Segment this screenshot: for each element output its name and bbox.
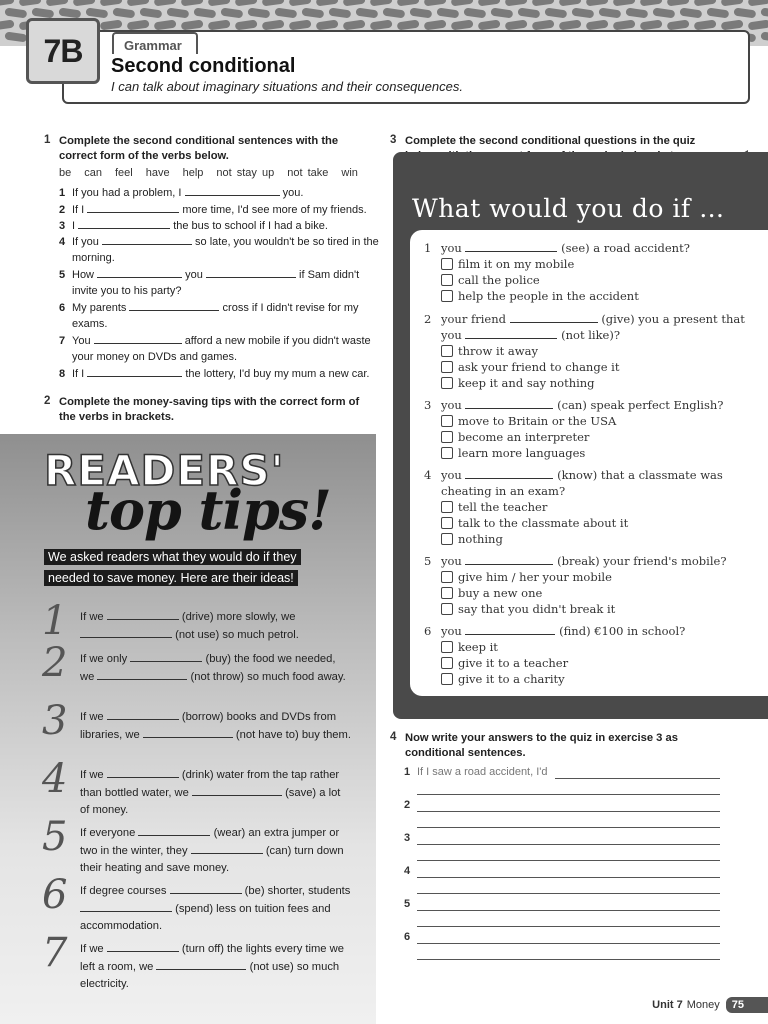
quiz-option[interactable]	[424, 655, 754, 671]
blank-field[interactable]	[465, 398, 553, 409]
answer-line[interactable]	[417, 893, 720, 894]
item-number: 5	[59, 269, 66, 281]
top-tips-heading: top tips!	[85, 478, 331, 542]
answer-line[interactable]	[417, 794, 720, 795]
quiz-option[interactable]	[424, 585, 754, 601]
quiz-option[interactable]	[424, 343, 754, 359]
checkbox[interactable]	[441, 587, 453, 599]
sentence-text: you	[441, 554, 462, 568]
section-tag: Grammar	[112, 32, 198, 54]
quiz-option[interactable]	[424, 375, 754, 391]
option-label: become an interpreter	[458, 430, 590, 444]
answer-number: 3	[404, 832, 411, 844]
quiz-question	[424, 311, 754, 391]
tip-number: 6	[42, 872, 68, 918]
quiz-option[interactable]	[424, 413, 754, 429]
item-number: 4	[59, 236, 66, 248]
sentence-text: (be) shorter, students	[244, 885, 351, 897]
checkbox[interactable]	[441, 517, 453, 529]
answer-line[interactable]	[417, 877, 720, 878]
sentence-text: If everyone	[80, 827, 136, 839]
tip-item	[80, 609, 352, 644]
item-text	[59, 366, 379, 382]
blank-field[interactable]	[102, 234, 192, 245]
exercise-number: 4	[390, 731, 397, 743]
sentence-text: If we	[80, 711, 104, 723]
blank-field[interactable]	[206, 267, 296, 278]
sentence-text: My parents	[72, 302, 127, 314]
sentence-text: cross if I didn't revise for my exams.	[72, 302, 359, 331]
tip-item	[80, 883, 352, 936]
quiz-option[interactable]	[424, 359, 754, 375]
blank-field[interactable]	[97, 669, 187, 680]
sentence-text: afford a new mobile if you didn't waste your money on DVDs and games.	[72, 335, 371, 364]
tip-number: 1	[42, 598, 68, 644]
tip-item	[80, 709, 352, 744]
quiz-question	[424, 623, 754, 687]
item-text	[59, 300, 379, 333]
checkbox[interactable]	[441, 657, 453, 669]
sentence-text: (buy) the food we needed, we	[80, 653, 336, 683]
blank-field[interactable]	[465, 624, 555, 635]
option-label: keep it	[458, 640, 498, 654]
exercise-number: 3	[390, 134, 397, 146]
checkbox[interactable]	[441, 641, 453, 653]
sentence-text: (not use) so much electricity.	[80, 960, 340, 990]
option-label: talk to the classmate about it	[458, 516, 629, 530]
sentence-text: if Sam didn't invite you to his party?	[72, 269, 360, 298]
option-label: throw it away	[458, 344, 538, 358]
quiz-option[interactable]	[424, 601, 754, 617]
checkbox[interactable]	[441, 274, 453, 286]
tip-number: 7	[42, 930, 68, 976]
sentence-text: (find) €100 in school?	[559, 624, 686, 638]
question-text	[424, 467, 754, 499]
answer-number: 1	[404, 766, 411, 778]
sentence-text: you	[441, 468, 462, 482]
option-label: move to Britain or the USA	[458, 414, 617, 428]
question-number: 6	[424, 624, 432, 638]
blank-field[interactable]	[87, 366, 182, 377]
exercise-instruction: Now write your answers to the quiz in exercise 3 as conditional sentences.	[405, 732, 678, 759]
item-number: 3	[59, 220, 66, 232]
checkbox[interactable]	[441, 603, 453, 615]
blank-field[interactable]	[185, 185, 280, 196]
sentence-text: (see) a road accident?	[561, 241, 690, 255]
sentence-text: you	[441, 241, 462, 255]
checkbox[interactable]	[441, 290, 453, 302]
answer-line[interactable]	[417, 860, 720, 861]
exercise-instruction: Complete the money-saving tips with the correct form of the verbs in brackets.	[59, 396, 360, 423]
question-number: 2	[424, 312, 432, 326]
option-label: keep it and say nothing	[458, 376, 595, 390]
option-label: learn more languages	[458, 446, 586, 460]
item-number: 6	[59, 302, 66, 314]
option-label: give it to a charity	[458, 672, 565, 686]
sentence-text: (drive) more slowly, we	[181, 611, 296, 623]
sentence-text: If degree courses	[80, 885, 167, 897]
sentence-text: If we	[80, 611, 104, 623]
sentence-text: you.	[282, 187, 304, 199]
sentence-text: the lottery, I'd buy my mum a new car.	[185, 368, 370, 380]
verb-item: be	[59, 167, 72, 179]
sentence-text: so late, you wouldn't be so tired in the morning.	[72, 236, 379, 265]
exercise-1-item	[59, 185, 379, 201]
page-title: Second conditional	[111, 55, 296, 77]
blank-field[interactable]	[78, 218, 170, 229]
example-answer: If I saw a road accident, I'd	[417, 766, 548, 778]
blank-field[interactable]	[107, 941, 179, 952]
quiz-question	[424, 467, 754, 547]
sentence-text: (can) turn down their heating and save money.	[80, 844, 344, 874]
question-number: 1	[424, 241, 432, 255]
sentence-text: If we	[80, 943, 104, 955]
blank-field[interactable]	[191, 843, 263, 854]
quiz-option[interactable]	[424, 639, 754, 655]
tip-item	[80, 941, 352, 994]
question-text	[424, 311, 754, 343]
checkbox[interactable]	[441, 501, 453, 513]
answer-line[interactable]	[417, 959, 720, 960]
exercise-1-item	[59, 333, 379, 366]
checkbox[interactable]	[441, 361, 453, 373]
quiz-option[interactable]	[424, 671, 754, 687]
blank-field[interactable]	[80, 627, 172, 638]
checkbox[interactable]	[441, 447, 453, 459]
tip-number: 4	[42, 756, 68, 802]
quiz-option[interactable]	[424, 569, 754, 585]
sentence-text: (drink) water from the tap rather than bottled water, we	[80, 769, 340, 799]
footer-topic: Money	[686, 999, 720, 1011]
tip-number: 3	[42, 698, 68, 744]
footer-unit: Unit 7	[652, 999, 683, 1011]
blank-field[interactable]	[510, 312, 598, 323]
quiz-option[interactable]	[424, 288, 754, 304]
exercise-1-item	[59, 202, 379, 218]
exercise-1-item	[59, 234, 379, 267]
sentence-text: (not use) so much petrol.	[175, 628, 299, 641]
verb-item: win	[341, 167, 358, 179]
checkbox[interactable]	[441, 377, 453, 389]
option-label: ask your friend to change it	[458, 360, 620, 374]
sentence-text: If you	[72, 236, 99, 248]
verb-list	[59, 167, 371, 179]
checkbox[interactable]	[441, 571, 453, 583]
checkbox[interactable]	[441, 431, 453, 443]
checkbox[interactable]	[441, 533, 453, 545]
quiz-title: What would you do if …	[412, 194, 725, 223]
answer-number: 5	[404, 898, 411, 910]
verb-item: help	[182, 167, 204, 179]
sentence-text: If I	[72, 368, 85, 380]
sentence-text: You	[72, 335, 91, 347]
item-number: 8	[59, 368, 66, 380]
quiz-option[interactable]	[424, 272, 754, 288]
tip-number: 5	[42, 814, 68, 860]
sentence-text: your friend	[441, 312, 506, 326]
sentence-text: (give) you a present that you	[441, 312, 745, 342]
quiz-option[interactable]	[424, 445, 754, 461]
blank-field[interactable]	[129, 300, 219, 311]
exercise-1-item	[59, 267, 379, 300]
blank-field[interactable]	[156, 959, 246, 970]
answer-line[interactable]	[417, 844, 720, 845]
blank-field[interactable]	[465, 468, 553, 479]
answer-number: 6	[404, 931, 411, 943]
item-text	[59, 185, 379, 201]
answer-line[interactable]	[417, 910, 720, 911]
answer-line[interactable]	[417, 943, 720, 944]
blank-field[interactable]	[80, 901, 172, 912]
question-text	[424, 240, 754, 256]
tips-intro-line: needed to save money. Here are their ideas!	[44, 570, 298, 586]
sentence-text: you	[185, 269, 203, 281]
quiz-option[interactable]	[424, 515, 754, 531]
question-text	[424, 623, 754, 639]
checkbox[interactable]	[441, 415, 453, 427]
answer-line[interactable]	[417, 811, 720, 812]
sentence-text: (know) that a classmate was cheating in an exam?	[441, 468, 723, 498]
sentence-text: (save) a lot of money.	[80, 786, 341, 816]
item-number: 7	[59, 335, 66, 347]
item-text	[59, 218, 379, 234]
exercise-1-item	[59, 300, 379, 333]
sentence-text: How	[72, 269, 95, 281]
exercise-instruction: Complete the second conditional questions in the quiz	[405, 135, 696, 147]
sentence-text: (not throw) so much food away.	[190, 670, 346, 683]
tips-intro-line: We asked readers what they would do if they	[44, 549, 301, 565]
quiz-question	[424, 397, 754, 461]
sentence-text: (break) your friend's mobile?	[557, 554, 727, 568]
page-number: 75	[726, 997, 768, 1013]
page-subtitle: I can talk about imaginary situations and their consequences.	[111, 79, 463, 94]
blank-field[interactable]	[143, 727, 233, 738]
answer-number: 4	[404, 865, 411, 877]
verb-item: not take	[287, 167, 329, 179]
sentence-text: you	[441, 398, 462, 412]
quiz-option[interactable]	[424, 531, 754, 547]
blank-field[interactable]	[465, 328, 557, 339]
blank-field[interactable]	[87, 202, 179, 213]
question-number: 3	[424, 398, 432, 412]
sentence-text: I	[72, 220, 76, 232]
tip-item	[80, 767, 352, 820]
item-text	[59, 234, 379, 267]
exercise-1-item	[59, 366, 379, 382]
verb-item: have	[145, 167, 170, 179]
option-label: buy a new one	[458, 586, 543, 600]
item-text	[59, 267, 379, 300]
verb-item: can	[84, 167, 102, 179]
item-number: 2	[59, 204, 66, 216]
sentence-text: more time, I'd see more of my friends.	[182, 204, 367, 216]
exercise-1-item	[59, 218, 379, 234]
sentence-text: (turn off) the lights every time we left a room, we	[80, 943, 344, 973]
option-label: tell the teacher	[458, 500, 548, 514]
quiz-option[interactable]	[424, 429, 754, 445]
answer-line[interactable]	[417, 827, 720, 828]
question-text	[424, 553, 754, 569]
item-text	[59, 202, 379, 218]
question-text	[424, 397, 754, 413]
question-number: 5	[424, 554, 432, 568]
option-label: help the people in the accident	[458, 289, 639, 303]
sentence-text: you	[441, 624, 462, 638]
checkbox[interactable]	[441, 345, 453, 357]
tip-item	[80, 651, 352, 686]
exercise-number: 1	[44, 134, 51, 146]
blank-field[interactable]	[138, 825, 210, 836]
verb-item: feel	[115, 167, 133, 179]
blank-field[interactable]	[465, 554, 553, 565]
sentence-text: (not like)?	[561, 328, 621, 342]
quiz-question	[424, 240, 754, 304]
unit-badge: 7B	[26, 18, 100, 84]
sentence-text: If we	[80, 769, 104, 781]
question-number: 4	[424, 468, 432, 482]
tip-item	[80, 825, 352, 878]
option-label: film it on my mobile	[458, 257, 575, 271]
verb-item: not stay up	[216, 167, 275, 179]
option-label: give him / her your mobile	[458, 570, 612, 584]
blank-field[interactable]	[192, 785, 282, 796]
tip-number: 2	[42, 640, 68, 686]
blank-field[interactable]	[130, 651, 202, 662]
blank-field[interactable]	[97, 267, 182, 278]
readers-heading: READERS'	[44, 446, 285, 495]
item-number: 1	[59, 187, 66, 199]
page-footer	[652, 996, 768, 1014]
blank-field[interactable]	[107, 609, 179, 620]
answer-line[interactable]	[417, 926, 720, 927]
blank-field[interactable]	[94, 333, 182, 344]
sentence-text: (borrow) books and DVDs from libraries, we	[80, 711, 337, 741]
option-label: give it to a teacher	[458, 656, 569, 670]
checkbox[interactable]	[441, 673, 453, 685]
blank-field[interactable]	[107, 767, 179, 778]
option-label: call the police	[458, 273, 540, 287]
blank-field[interactable]	[170, 883, 242, 894]
item-text	[59, 333, 379, 366]
sentence-text: (not have to) buy them.	[235, 728, 351, 741]
sentence-text: If you had a problem, I	[72, 187, 182, 199]
blank-field[interactable]	[107, 709, 179, 720]
sentence-text: (can) speak perfect English?	[557, 398, 724, 412]
sentence-text: the bus to school if I had a bike.	[173, 220, 328, 232]
sentence-text: (wear) an extra jumper or two in the winter, they	[80, 827, 340, 857]
answer-number: 2	[404, 799, 411, 811]
quiz-option[interactable]	[424, 256, 754, 272]
answer-line[interactable]	[555, 778, 720, 779]
sentence-text: If we only	[80, 653, 128, 665]
checkbox[interactable]	[441, 258, 453, 270]
blank-field[interactable]	[465, 241, 557, 252]
option-label: say that you didn't break it	[458, 602, 616, 616]
sentence-text: (spend) less on tuition fees and accommodation.	[80, 902, 331, 932]
quiz-option[interactable]	[424, 499, 754, 515]
option-label: nothing	[458, 532, 503, 546]
sentence-text: If I	[72, 204, 85, 216]
exercise-number: 2	[44, 395, 51, 407]
quiz-question	[424, 553, 754, 617]
exercise-instruction: Complete the second conditional sentences with the correct form of the verbs below.	[59, 135, 339, 162]
